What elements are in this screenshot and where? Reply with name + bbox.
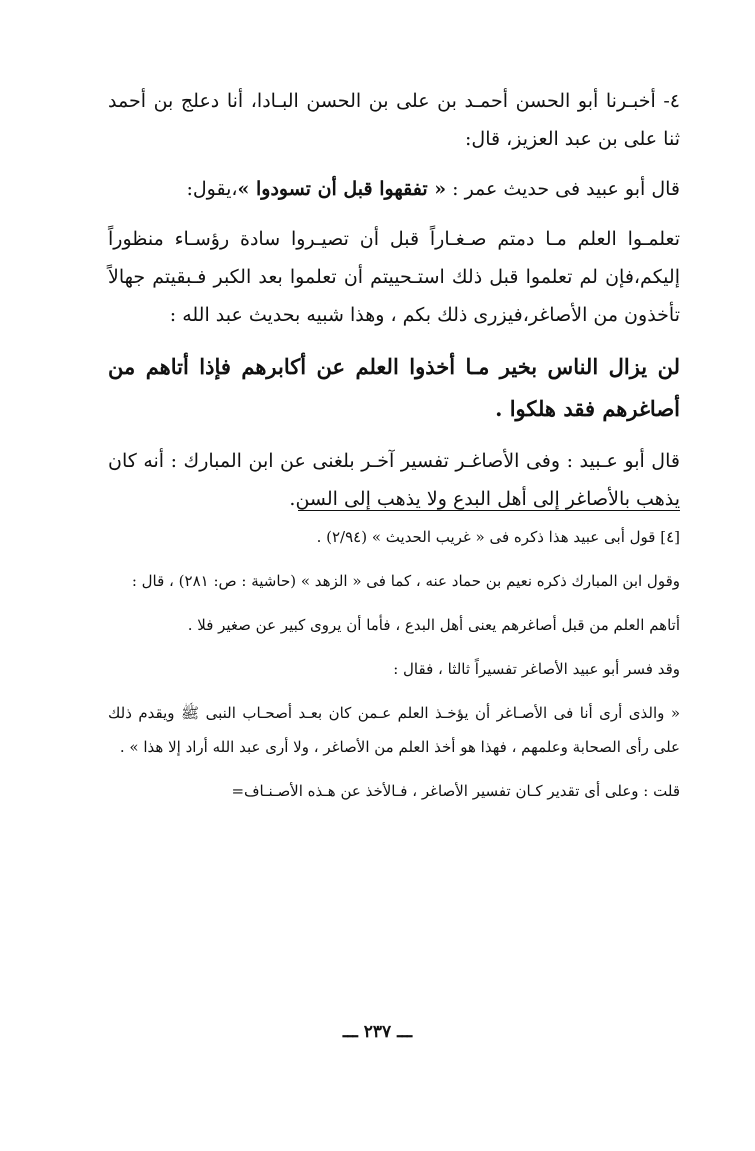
footnote-1: [٤] قول أبى عبيد هذا ذكره فى « غريب الحديث » (٢/٩٤) . (316, 528, 680, 546)
page-number: ـــ ٢٣٧ ـــ (342, 1022, 413, 1042)
paragraph-abu-ubaid-umar (108, 170, 680, 208)
footnote-6: قلت : وعلى أى تقدير كـان تفسير الأصاغر ، فـالأخذ عن هـذه الأصـنـاف= (231, 782, 680, 800)
hadith-quote: « تفقهوا قبل أن تسودوا » (237, 178, 447, 200)
footnote-5: « والذى أرى أنا فى الأصـاغر أن يؤخـذ العلم عـمن كان بعـد أصحـاب النبى ﷺ ويقدم ذلك على رأى الصحابة وعلمهم ، فهذا هو أخذ العلم من الأصاغر ، ولا أرى عبد الله أراد إلا هذا » . (108, 704, 680, 756)
paragraph-ibn-mubarak: قال أبو عـبيد : وفى الأصاغـر تفسير آخـر بلغنى عن ابن المبارك : أنه كان يذهب بالأصاغر إلى أهل البدع ولا يذهب إلى السن. (108, 450, 680, 510)
intro-tail: ،يقول: (186, 178, 238, 200)
paragraph-hadith-abdullah: لن يزال الناس بخير مـا أخذوا العلم عن أكابرهم فإذا أتاهم من أصاغرهم فقد هلكوا . (108, 354, 680, 421)
footnote-2: وقول ابن المبارك ذكره نعيم بن حماد عنه ، كما فى « الزهد » (حاشية : ص: ٢٨١) ، قال : (131, 572, 680, 590)
footnotes (108, 520, 680, 808)
main-text (108, 82, 680, 518)
footnote-divider (298, 510, 680, 511)
footnote-4: وقد فسر أبو عبيد الأصاغر تفسيراً ثالثا ، فقال : (393, 660, 680, 678)
paragraph-explanation: تعلمـوا العلم مـا دمتم صـغـاراً قبل أن تصيـروا سادة رؤسـاء منظوراً إليكم،فإن لم تعلموا قبل ذلك استـحييتم أن تعلموا بعد الكبر فـبقيتم جهالاً تأخذون من الأصاغر،فيزرى ذلك بكم ، وهذا شبيه بحديث عبد الله : (108, 228, 680, 326)
intro-text: قال أبو عبيد فى حديث عمر : (446, 178, 680, 200)
footnote-3: أتاهم العلم من قبل أصاغرهم يعنى أهل البدع ، فأما أن يروى كبير عن صغير فلا . (187, 616, 680, 634)
paragraph-isnad: ٤- أخبـرنا أبو الحسن أحمـد بن على بن الحسن البـادا، أنا دعلج بن أحمد ثنا على بن عبد العزيز، قال: (108, 90, 680, 150)
